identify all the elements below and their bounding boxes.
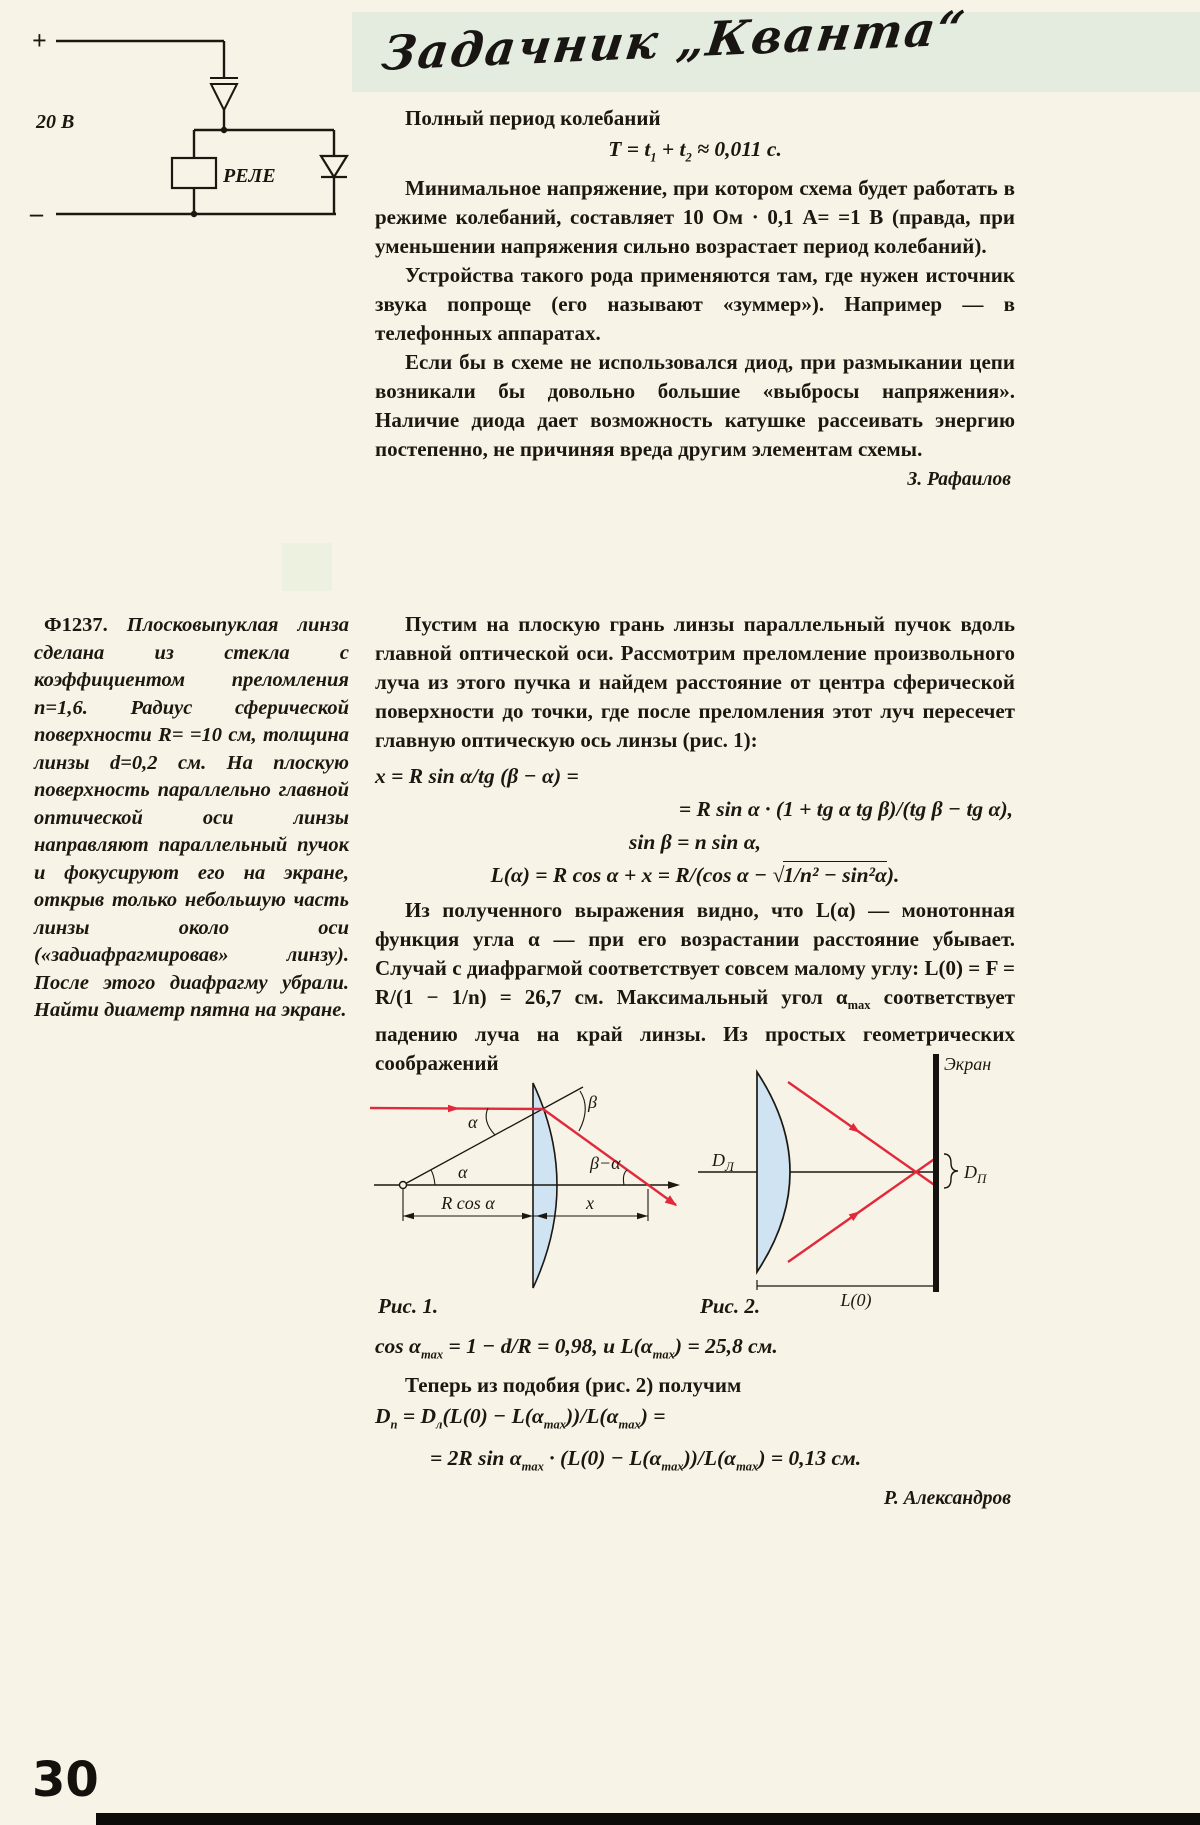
lens-solution-text xyxy=(375,610,1015,1078)
formula-segment: L(α) = R cos α + x = R/(cos α − xyxy=(490,863,773,887)
formula-segment: D xyxy=(375,1404,391,1429)
fig1-ray-diagram xyxy=(368,1048,698,1290)
relay-circuit-diagram xyxy=(26,16,371,231)
formula-segment: = 2R sin α xyxy=(430,1445,522,1470)
formula-segment: + t xyxy=(656,137,686,161)
spot-diameter-label: $D_П$ xyxy=(964,1162,987,1186)
masthead-strip xyxy=(352,1,1200,92)
screen-bar xyxy=(933,1054,939,1292)
voltage-label: 20 В xyxy=(36,111,75,133)
fig2-focus-diagram xyxy=(688,1040,1020,1312)
formula-dp xyxy=(375,1400,1015,1441)
problem-number: Ф1237. xyxy=(44,614,108,636)
formula-subscript: 2 xyxy=(685,150,692,165)
formula-dp-result xyxy=(375,1442,1015,1483)
formula-snell: sin β = n sin α, xyxy=(629,830,761,854)
final-computation xyxy=(375,1330,1015,1510)
l0-dimension xyxy=(757,1280,935,1290)
l0-label: L(0) xyxy=(840,1290,872,1310)
relay-coil-symbol xyxy=(172,158,216,188)
scan-edge-bar xyxy=(96,1813,1200,1825)
page-number: 30 xyxy=(32,1752,99,1808)
formula-segment: ). xyxy=(886,863,900,887)
relay-label: РЕЛЕ xyxy=(223,165,276,187)
radicand: 1/n² − sin²α xyxy=(783,863,887,887)
diode-symbol xyxy=(321,156,347,177)
optical-axis xyxy=(374,1181,680,1189)
buzzer-paragraph-1: Минимальное напряжение, при котором схема будет работать в режиме колебаний, составляет 10 Ом · 0,1 А= =1 В (правда, при уменьшении напряжения сильно возрастает период колебаний). xyxy=(375,176,1015,259)
solution-formulas xyxy=(375,760,1015,892)
problem-statement xyxy=(34,612,349,1025)
alpha-label-upper: α xyxy=(468,1112,478,1132)
formula-x-expanded: = R sin α · (1 + tg α tg β)/(tg β − tg α), xyxy=(678,797,1013,821)
formula-subscript: max xyxy=(736,1458,759,1473)
dimension-lines xyxy=(403,1189,648,1221)
formula-subscript: max xyxy=(543,1417,566,1432)
wires xyxy=(56,41,336,217)
formula-subscript: max xyxy=(420,1347,444,1362)
paragraph-segment: Из полученного выражения видно, что L(α) — монотонная функция угла α — при его возрастании расстояние убывает. Случай с диафрагмой соответствует совсем малому углу: L(0) = F = R/(1 − 1/n) = 26,7 см. Максимальный угол α xyxy=(375,898,1015,1009)
period-formula xyxy=(375,133,1015,174)
fig1-caption: Рис. 1. xyxy=(378,1294,439,1318)
x-label: x xyxy=(586,1193,594,1213)
lens-shape xyxy=(757,1072,790,1272)
paragraph-segment: соответствует падению луча на край линзы. Из простых геометрических соображений xyxy=(375,985,1015,1076)
section-title-script: Задачник „Кванта“ xyxy=(378,1,970,82)
lens-diameter-label: $D_Л$ xyxy=(712,1150,734,1174)
solution-paragraph-1: Пустим на плоскую грань линзы параллельный пучок вдоль главной оптической оси. Рассмотрим преломление произвольного луча из этого пучка и найдем расстояние от центра сферической поверхности до точки, где после преломления этот луч пересечет главную оптическую ось линзы (рис. 1): xyxy=(375,612,1015,752)
incident-ray xyxy=(370,1105,543,1112)
buzzer-paragraph-2: Устройства такого рода применяются там, где нужен источник звука попроще (его называют «зуммер»). Например — в телефонных аппаратах. xyxy=(375,263,1015,346)
similarity-line: Теперь из подобия (рис. 2) получим xyxy=(405,1373,742,1398)
dp-brace xyxy=(944,1154,958,1188)
formula-segment: ) = 0,13 см. xyxy=(758,1445,862,1470)
formula-subscript: max xyxy=(521,1458,544,1473)
sqrt-sign: √ xyxy=(772,863,785,887)
alpha-label-lower: α xyxy=(458,1162,468,1182)
buzzer-solution-text xyxy=(375,104,1015,491)
screen-label: Экран xyxy=(944,1054,992,1074)
formula-segment: ≈ 0,011 с. xyxy=(691,137,782,161)
formula-segment: cos α xyxy=(375,1334,421,1358)
formula-cos-alpha-max xyxy=(375,1330,1015,1371)
rcos-label: R cos α xyxy=(441,1193,495,1213)
formula-segment: = D xyxy=(397,1404,437,1429)
formula-segment: = 1 − d/R = 0,98, и L(α xyxy=(443,1334,653,1358)
period-lead: Полный период колебаний xyxy=(405,106,661,130)
plus-terminal-label: + xyxy=(32,26,47,55)
scan-artifact xyxy=(282,543,332,591)
formula-subscript: л xyxy=(436,1417,443,1432)
buzzer-author: З. Рафаилов xyxy=(907,469,1011,491)
formula-segment: ) = xyxy=(640,1404,666,1429)
beta-minus-alpha-label: β−α xyxy=(590,1153,621,1173)
formula-subscript: max xyxy=(618,1417,641,1432)
formula-segment: ) = 25,8 см. xyxy=(674,1334,778,1358)
formula-segment: · (L(0) − L(α xyxy=(543,1445,662,1470)
formula-L-alpha xyxy=(375,859,1015,892)
formula-segment: T = t xyxy=(608,137,651,161)
problem-text: Плосковыпуклая линза сделана из стекла с коэффициентом преломления n=1,6. Радиус сферической поверхности R= =10 см, толщина линзы d=0,2 см. На плоскую поверхность параллельно главной оптической оси линзы направляют параллельный пучок и фокусируют его на экране, открыв только небольшую часть линзы около оси («задиафрагмировав» линзу). После этого диафрагму убрали. Найти диаметр пятна на экране. xyxy=(34,614,349,1021)
formula-subscript: 1 xyxy=(650,150,657,165)
formula-subscript: п xyxy=(390,1417,398,1432)
formula-segment: ))/L(α xyxy=(683,1445,737,1470)
formula-segment: ))/L(α xyxy=(566,1404,619,1429)
beta-label: β xyxy=(588,1092,597,1112)
buzzer-paragraph-3: Если бы в схеме не использовался диод, при размыкании цепи возникали бы довольно большие «выбросы напряжения». Наличие диода дает возможность катушке рассеивать энергию постепенно, не причиняя вреда другим элементам схемы. xyxy=(375,350,1015,462)
formula-segment: (L(0) − L(α xyxy=(442,1404,544,1429)
formula-subscript: max xyxy=(652,1347,675,1362)
paragraph-subscript: max xyxy=(847,998,871,1013)
relay-contact-symbol xyxy=(210,78,238,110)
fig2-caption: Рис. 2. xyxy=(700,1294,761,1318)
lens-author: Р. Александров xyxy=(883,1487,1011,1509)
formula-subscript: max xyxy=(661,1458,684,1473)
formula-x: x = R sin α/tg (β − α) = xyxy=(375,764,579,788)
minus-terminal-label: – xyxy=(30,199,43,228)
